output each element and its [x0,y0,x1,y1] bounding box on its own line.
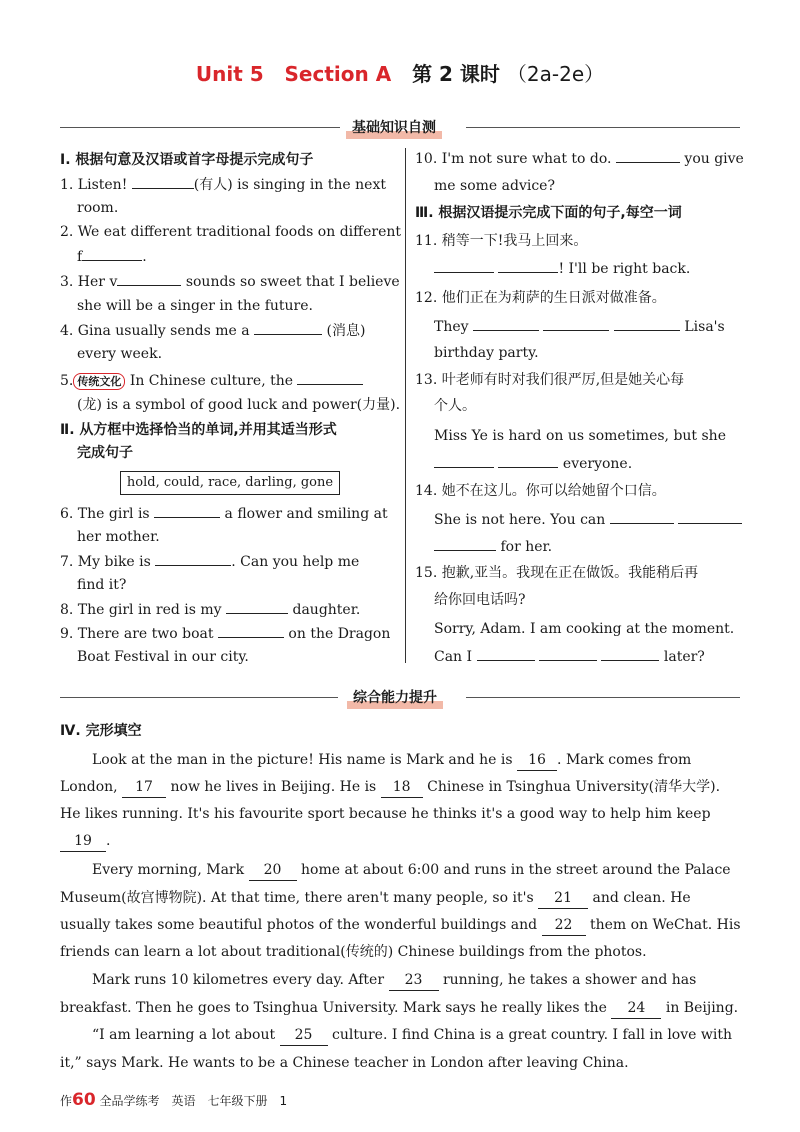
question-15-answer-cont: Can I later? [434,646,705,667]
question-13-cont: 个人。 [434,398,476,414]
question-3-cont: she will be a singer in the future. [77,298,313,314]
part2-heading: Ⅱ. 从方框中选择恰当的单词,并用其适当形式 [60,422,337,438]
cloze-line-1: Look at the man in the picture! His name is Mark and he is 16 . Mark comes from [92,750,691,771]
question-3: 3. Her v sounds so sweet that I believe [60,271,400,292]
cloze-line-9: Mark runs 10 kilometres every day. After 23 running, he takes a shower and has [92,970,696,991]
question-10: 10. I'm not sure what to do. you give [415,148,744,169]
question-14-answer-cont: for her. [434,536,552,557]
question-12-cont: birthday party. [434,345,539,361]
blank-23: 23 [389,970,439,991]
question-4-cont: every week. [77,346,163,362]
question-11-answer: ! I'll be right back. [434,258,690,279]
part4-heading: Ⅳ. 完形填空 [60,723,142,739]
section-rule-left [60,127,340,128]
cloze-line-10: breakfast. Then he goes to Tsinghua University. Mark says he really likes the 24 in Beijing. [60,998,738,1019]
section-basic-label: 基础知识自测 [352,117,436,137]
cloze-line-11: “I am learning a lot about 25 culture. I find China is a great country. I fall in love with [92,1025,732,1046]
blank-25: 25 [280,1025,328,1046]
part3-heading: Ⅲ. 根据汉语提示完成下面的句子,每空一词 [415,205,682,221]
question-14: 14. 她不在这儿。你可以给她留个口信。 [415,483,666,499]
question-10-cont: me some advice? [434,178,555,194]
question-12: 12. 他们正在为莉萨的生日派对做准备。 [415,290,666,306]
cloze-line-2: London, 17 now he lives in Beijing. He is 18 Chinese in Tsinghua University(清华大学). [60,777,720,798]
question-15-answer: Sorry, Adam. I am cooking at the moment. [434,621,735,637]
question-1: 1. Listen! (有人) is singing in the next [60,174,386,195]
cloze-line-5: Every morning, Mark 20 home at about 6:00 and runs in the street around the Palace [92,860,731,881]
question-6-cont: her mother. [77,529,160,545]
question-5: 5. 传统文化 In Chinese culture, the [60,370,363,391]
culture-tag: 传统文化 [73,373,125,390]
question-11: 11. 稍等一下!我马上回来。 [415,233,588,249]
cloze-line-12: it,” says Mark. He wants to be a Chinese teacher in London after leaving China. [60,1055,629,1071]
blank-22: 22 [542,915,586,936]
cloze-line-4: 19 . [60,831,110,852]
question-7: 7. My bike is . Can you help me [60,551,359,572]
word-box: hold, could, race, darling, gone [120,471,340,495]
question-13-answer: Miss Ye is hard on us sometimes, but she [434,428,726,444]
blank-19: 19 [60,831,106,852]
question-6: 6. The girl is a flower and smiling at [60,503,388,524]
part1-heading: Ⅰ. 根据句意及汉语或首字母提示完成句子 [60,152,314,168]
section-rule-right [466,127,740,128]
question-8: 8. The girl in red is my daughter. [60,599,360,620]
question-12-answer: They Lisa's [434,316,725,337]
question-14-answer: She is not here. You can [434,509,742,530]
column-divider [405,148,406,663]
blank-24: 24 [611,998,661,1019]
blank-20: 20 [249,860,297,881]
question-4: 4. Gina usually sends me a (消息) [60,320,365,341]
question-1-cont: room. [77,200,119,216]
cloze-line-7: usually takes some beautiful photos of the wonderful buildings and 22 them on WeChat. His [60,915,741,936]
question-9-cont: Boat Festival in our city. [77,649,249,665]
question-2-cont: f . [77,246,147,267]
question-15-cont: 给你回电话吗? [434,592,526,608]
cloze-line-6: Museum(故宫博物院). At that time, there aren't many people, so it's 21 and clean. He [60,888,691,909]
cloze-line-8: friends can learn a lot about traditional(传统的) Chinese buildings from the photos. [60,944,647,960]
blank-17: 17 [122,777,166,798]
question-7-cont: find it? [77,577,127,593]
page-title: Unit 5 Section A 第 2 课时 （2a-2e） [195,62,605,86]
blank-18: 18 [381,777,423,798]
section-rule-right-2 [466,697,740,698]
page-number: 60 [72,1090,96,1110]
cloze-line-3: He likes running. It's his favourite sport because he thinks it's a good way to help him keep [60,806,711,822]
blank-21: 21 [538,888,588,909]
question-13: 13. 叶老师有时对我们很严厉,但是她关心每 [415,372,685,388]
question-5-cont: (龙) is a symbol of good luck and power(力量). [77,397,401,413]
blank-16: 16 [517,750,557,771]
page-footer: 作60 全品学练考 英语 七年级下册 1 [60,1090,288,1110]
question-15: 15. 抱歉,亚当。我现在正在做饭。我能稍后再 [415,565,699,581]
section-rule-left-2 [60,697,338,698]
section-ability-label: 综合能力提升 [353,687,437,707]
question-2-text: 2. We eat different traditional foods on different [60,224,401,240]
question-13-answer-cont: everyone. [434,453,632,474]
part2-heading-cont: 完成句子 [77,445,133,461]
question-9: 9. There are two boat on the Dragon [60,623,390,644]
